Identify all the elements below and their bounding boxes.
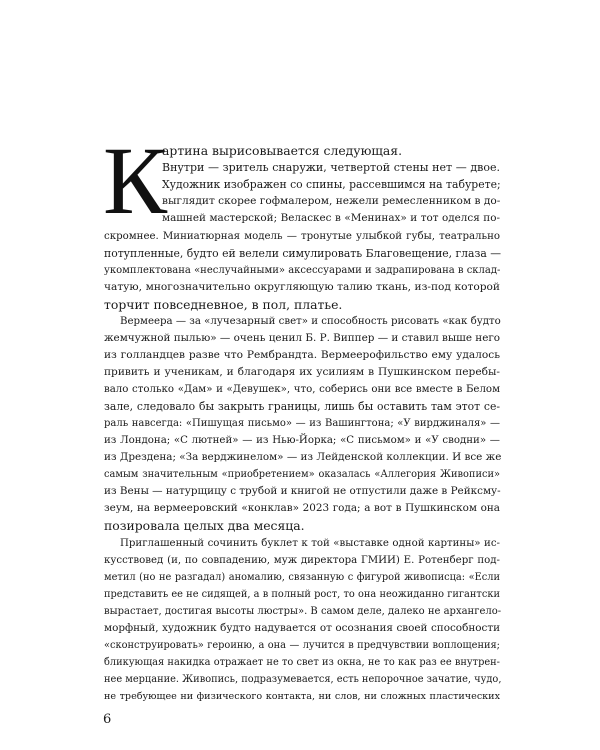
text-line: привить и ученикам, и благодаря их усилиям в Пушкинском перебы- <box>104 366 500 378</box>
text-line: из голландцев разве что Рембрандта. Вермеерофильство ему удалось <box>104 349 500 361</box>
text-line: зеум, на вермееровский «конклав» 2023 года; а вот в Пушкинском она <box>104 502 500 514</box>
text-line: потупленные, будто ей велели симулировать Благовещение, глаза — <box>104 247 502 260</box>
text-line: из Дрездена; «За верджинелом» — из Лейденской коллекции. И все же <box>104 451 502 463</box>
text-line: Приглашенный сочинить буклет к той «выставке одной картины» ис- <box>120 538 500 549</box>
text-line: машней мастерской; Веласкес в «Менинах» и тот оделся по- <box>162 212 500 224</box>
text-line: зале, следовало бы закрыть границы, лишь бы оставить там этот се- <box>104 400 500 413</box>
text-line: Вермеера — за «лучезарный свет» и способность рисовать «как будто <box>120 316 501 327</box>
text-line: из Вены — натурщицу с трубой и книгой не отпустили даже в Рейксму- <box>104 485 501 497</box>
text-line: раль навсегда: «Пишущая письмо» — из Вашингтона; «У вирджиналя» — <box>104 418 500 429</box>
text-line: нее мерцание. Живопись, подразумевается, есть непорочное зачатие, чудо, <box>104 674 502 685</box>
text-line: из Лондона; «С лютней» — из Нью-Йорка; «С письмом» и «У сводни» — <box>104 435 500 446</box>
text-line: чатую, многозначительно округляющую талию ткань, из-под которой <box>104 281 500 293</box>
text-line: морфный, художник будто надувается от осознания своей способности <box>104 622 500 634</box>
text-line: не требующее ни физического контакта, ни слов, ни сложных пластических <box>104 691 500 702</box>
drop-cap: К <box>103 127 168 234</box>
text-line: вырастает, достигая высоты люстры». В самом деле, далеко не архангело- <box>104 606 502 617</box>
page-number: 6 <box>103 712 112 727</box>
text-line: скромнее. Миниатюрная модель — тронутые улыбкой губы, театрально <box>104 231 500 242</box>
text-line: кусствовед (и, по совпадению, муж директора ГМИИ) Е. Ротенберг под- <box>104 555 500 566</box>
text-line: представить ее не сидящей, а в полный рост, то она неожиданно гигантски <box>104 589 500 600</box>
text-line: укомплектована «неслучайными» аксессуарами и задрапирована в склад- <box>104 265 501 276</box>
text-line: бликующая накидка отражает не то свет из окна, не то как раз ее внутрен- <box>104 657 500 668</box>
text-line: метил (но не разгадал) аномалию, связанную с фигурой живописца: «Если <box>104 572 500 583</box>
text-line: Внутри — зритель снаружи, четвертой стены нет — двое. <box>162 161 500 174</box>
text-line: артина вырисовывается следующая. <box>162 143 403 158</box>
text-line: Художник изображен со спины, рассевшимся на табурете; <box>162 178 501 191</box>
text-line: «сконструировать» героиню, а она — лучится в предчувствии воплощения; <box>104 640 500 651</box>
text-line: вало столько «Дам» и «Девушек», что, соберись они все вместе в Белом <box>104 384 500 395</box>
text-line: торчит повседневное, в пол, платье. <box>104 297 343 312</box>
text-line: самым значительным «приобретением» оказалась «Аллегория Живописи» <box>104 469 500 480</box>
text-line: жемчужной пылью» — очень ценил Б. Р. Виппер — и ставил выше него <box>104 332 501 344</box>
text-line: позировала целых два месяца. <box>104 518 305 533</box>
text-line: выглядит скорее гофмалером, нежели ремесленником в до- <box>162 195 501 207</box>
